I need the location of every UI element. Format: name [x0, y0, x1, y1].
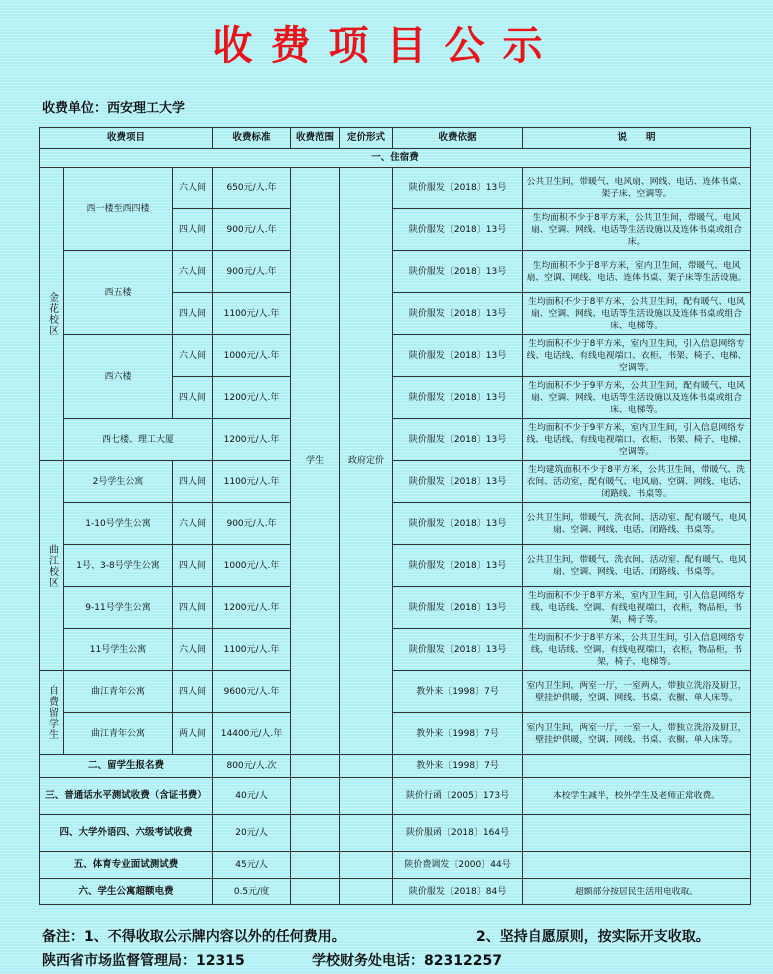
- remarks: [42, 926, 762, 946]
- room-cell: 两人间: [173, 713, 213, 755]
- price-cell: 0.5元/度: [213, 879, 291, 905]
- room-cell: 四人间: [173, 461, 213, 503]
- header-row: [40, 128, 751, 149]
- campus-qujiang: 曲江校区: [40, 461, 64, 671]
- note-cell: 公共卫生间，带暖气、洗衣间、活动室、配有暖气、电风扇、空调、网线、电话、闭路线、书桌等。: [523, 545, 751, 587]
- header-item: 收费项目: [40, 128, 213, 149]
- basis-cell: 陕价服发〔2018〕13号: [393, 168, 523, 209]
- table-row: [40, 879, 751, 905]
- price-cell: 800元/人.次: [213, 755, 291, 778]
- note-cell: 生均面积不少于8平方米，室内卫生间，引入信息网络专线、电话线、有线电视端口、衣柜、书架、椅子、电梯、空调等。: [523, 335, 751, 377]
- header-note: 说 明: [523, 128, 751, 149]
- note-cell: 室内卫生间，两室一厅，一室一人，带独立洗浴及厨卫，壁挂炉供暖，空调、网线、书桌、衣橱、单人床等。: [523, 713, 751, 755]
- basis-cell: 陕价服发〔2018〕13号: [393, 587, 523, 629]
- price-cell: 900元/人.年: [213, 209, 291, 251]
- fee-item-cell: 四、大学外语四、六级考试收费: [40, 815, 213, 852]
- note-cell: 生均面积不少于8平方米，公共卫生间，配有暖气、电风扇、空调、网线、电话等生活设施以及连体书桌或组合床、电梯等。: [523, 293, 751, 335]
- note-cell: 生均面积不少于8平方米，室内卫生间，带暖气、电风扇、空调、网线、电话、连体书桌、架子床等生活设施。: [523, 251, 751, 293]
- basis-cell: 陕价服发〔2018〕13号: [393, 377, 523, 419]
- price-cell: 45元/人: [213, 852, 291, 879]
- basis-cell: 陕价服发〔2018〕13号: [393, 629, 523, 671]
- pricing-cell: 政府定价: [340, 168, 393, 755]
- building-cell: 2号学生公寓: [64, 461, 173, 503]
- basis-cell: 陕价行函〔2005〕173号: [393, 778, 523, 815]
- remark-1: 备注：1、不得收取公示牌内容以外的任何费用。: [42, 929, 346, 945]
- room-cell: 四人间: [173, 377, 213, 419]
- basis-cell: 陕价服发〔2018〕13号: [393, 293, 523, 335]
- campus-jinhua: 金花校区: [40, 168, 64, 461]
- table-row: [40, 852, 751, 879]
- room-cell: 六人间: [173, 251, 213, 293]
- building-cell: 西一楼至西四楼: [64, 168, 173, 251]
- basis-cell: 陕价服发〔2018〕13号: [393, 545, 523, 587]
- building-cell: 1-10号学生公寓: [64, 503, 173, 545]
- price-cell: 1100元/人.年: [213, 629, 291, 671]
- note-cell: [523, 852, 751, 879]
- note-cell: 公共卫生间，带暖气、电风扇、网线、电话、连体书桌、架子床、空调等。: [523, 168, 751, 209]
- note-cell: 生均面积不少于8平方米，公共卫生间，带暖气、电风扇、空调、网线、电话等生活设施以及连体书桌或组合床。: [523, 209, 751, 251]
- price-cell: 1100元/人.年: [213, 293, 291, 335]
- building-cell: 西六楼: [64, 335, 173, 419]
- note-cell: [523, 815, 751, 852]
- note-cell: 生均建筑面积不少于8平方米，公共卫生间，带暖气、洗衣间、活动室，配有暖气、电风扇、空调、网线、电话、闭路线、书桌等。: [523, 461, 751, 503]
- building-cell: 11号学生公寓: [64, 629, 173, 671]
- basis-cell: 陕价服发〔2018〕13号: [393, 419, 523, 461]
- basis-cell: 陕价服发〔2018〕13号: [393, 461, 523, 503]
- price-cell: 1200元/人.年: [213, 419, 291, 461]
- header-basis: 收费依据: [393, 128, 523, 149]
- price-cell: 1200元/人.年: [213, 377, 291, 419]
- basis-cell: 教外来〔1998〕7号: [393, 713, 523, 755]
- header-standard: 收费标准: [213, 128, 291, 149]
- table-row: [40, 587, 751, 629]
- basis-cell: 陕价服发〔2018〕13号: [393, 209, 523, 251]
- room-cell: 四人间: [173, 293, 213, 335]
- table-row: [40, 168, 751, 209]
- charging-unit: 收费单位：西安理工大学: [42, 101, 186, 116]
- basis-cell: 陕价服发〔2018〕84号: [393, 879, 523, 905]
- room-cell: 六人间: [173, 503, 213, 545]
- room-cell: 四人间: [173, 587, 213, 629]
- basis-cell: 陕价服发〔2018〕13号: [393, 335, 523, 377]
- basis-cell: 陕价费调发〔2000〕44号: [393, 852, 523, 879]
- section-accommodation: 一、住宿费: [40, 149, 751, 168]
- note-cell: 室内卫生间，两室一厅，一室两人，带独立洗浴及厨卫，壁挂炉供暖，空调、网线、书桌、衣橱、单人床等。: [523, 671, 751, 713]
- table-row: [40, 503, 751, 545]
- contacts: [42, 950, 502, 970]
- building-cell: 西五楼: [64, 251, 173, 335]
- basis-cell: 陕价服函〔2018〕164号: [393, 815, 523, 852]
- table-row: [40, 815, 751, 852]
- price-cell: 1200元/人.年: [213, 587, 291, 629]
- room-cell: 六人间: [173, 168, 213, 209]
- scope-cell: 学生: [291, 168, 340, 755]
- table-row: [40, 545, 751, 587]
- price-cell: 40元/人: [213, 778, 291, 815]
- building-cell: 1号、3-8号学生公寓: [64, 545, 173, 587]
- section-row: [40, 149, 751, 168]
- table-row: [40, 671, 751, 713]
- basis-cell: 教外来〔1998〕7号: [393, 671, 523, 713]
- fee-table: [39, 127, 751, 905]
- note-cell: 公共卫生间，带暖气、洗衣间、活动室、配有暖气、电风扇、空调、网线、电话、闭路线、书桌等。: [523, 503, 751, 545]
- price-cell: 1100元/人.年: [213, 461, 291, 503]
- room-cell: 六人间: [173, 335, 213, 377]
- building-cell: 9-11号学生公寓: [64, 587, 173, 629]
- price-cell: 1000元/人.年: [213, 545, 291, 587]
- note-cell: 生均面积不少于9平方米，公共卫生间，配有暖气、电风扇、空调、网线、电话等生活设施以及连体书桌或组合床、电梯等。: [523, 377, 751, 419]
- finance-phone: 学校财务处电话：82312257: [312, 953, 502, 969]
- fee-item-cell: 三、普通话水平测试收费（含证书费）: [40, 778, 213, 815]
- note-cell: 本校学生减半，校外学生及老师正常收费。: [523, 778, 751, 815]
- hotline: 陕西省市场监督管理局：12315: [42, 953, 245, 969]
- note-cell: 生均面积不少于9平方米，室内卫生间，引入信息网络专线、电话线、有线电视端口、衣柜、书架、椅子、电梯、空调等。: [523, 419, 751, 461]
- room-cell: 四人间: [173, 545, 213, 587]
- fee-item-cell: 六、学生公寓超额电费: [40, 879, 213, 905]
- table-row: [40, 778, 751, 815]
- basis-cell: 陕价服发〔2018〕13号: [393, 503, 523, 545]
- price-cell: 650元/人.年: [213, 168, 291, 209]
- basis-cell: 教外来〔1998〕7号: [393, 755, 523, 778]
- table-row: [40, 335, 751, 377]
- table-row: [40, 713, 751, 755]
- room-cell: 四人间: [173, 209, 213, 251]
- header-pricing: 定价形式: [340, 128, 393, 149]
- page-title: 收费项目公示: [212, 23, 561, 69]
- campus-selfpaid: 自费留学生: [40, 671, 64, 755]
- note-cell: 生均面积不少于8平方米，公共卫生间，引入信息网络专线、电话线、空调、有线电视端口，衣柜，物品柜，书架，椅子、电梯等。: [523, 629, 751, 671]
- room-cell: 六人间: [173, 629, 213, 671]
- price-cell: 14400元/人.年: [213, 713, 291, 755]
- table-row: [40, 629, 751, 671]
- note-cell: 超额部分按居民生活用电收取。: [523, 879, 751, 905]
- fee-item-cell: 二、留学生报名费: [40, 755, 213, 778]
- table-row: [40, 755, 751, 778]
- price-cell: 20元/人: [213, 815, 291, 852]
- price-cell: 1000元/人.年: [213, 335, 291, 377]
- fee-item-cell: 五、体育专业面试测试费: [40, 852, 213, 879]
- table-row: [40, 419, 751, 461]
- remark-2: 2、坚持自愿原则，按实际开支收取。: [476, 929, 710, 945]
- price-cell: 900元/人.年: [213, 251, 291, 293]
- header-scope: 收费范围: [291, 128, 340, 149]
- price-cell: 9600元/人.年: [213, 671, 291, 713]
- basis-cell: 陕价服发〔2018〕13号: [393, 251, 523, 293]
- note-cell: 生均面积不少于8平方米，室内卫生间，引入信息网络专线、电话线、空调、有线电视端口，衣柜，物品柜，书架，椅子等。: [523, 587, 751, 629]
- price-cell: 900元/人.年: [213, 503, 291, 545]
- table-row: [40, 251, 751, 293]
- building-cell: 曲江青年公寓: [64, 713, 173, 755]
- building-cell: 西七楼、理工大厦: [64, 419, 213, 461]
- room-cell: 四人间: [173, 671, 213, 713]
- table-row: [40, 461, 751, 503]
- building-cell: 曲江青年公寓: [64, 671, 173, 713]
- note-cell: [523, 755, 751, 778]
